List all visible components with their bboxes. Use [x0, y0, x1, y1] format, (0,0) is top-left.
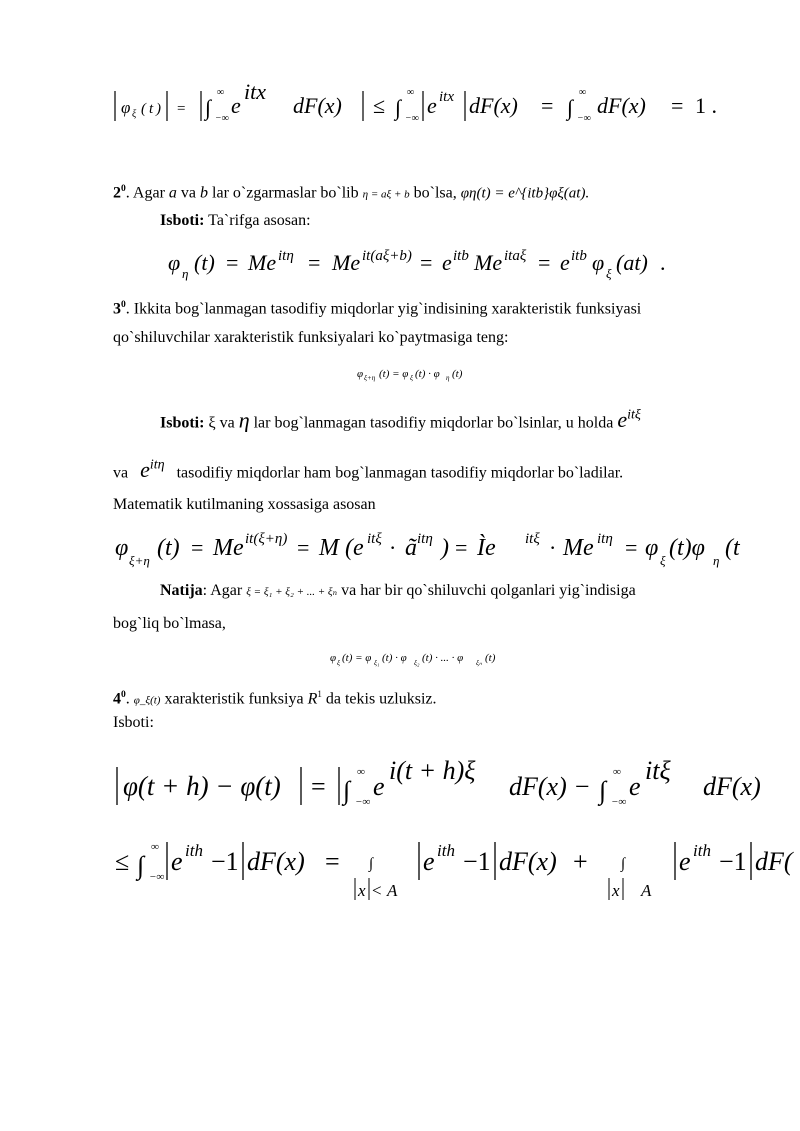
svg-text:itη: itη	[278, 248, 294, 264]
svg-text:φ: φ	[121, 98, 131, 117]
svg-text:(t) · φ: (t) · φ	[382, 652, 407, 664]
svg-text:=: =	[671, 93, 684, 118]
svg-text:dF(x): dF(x)	[703, 772, 761, 801]
svg-text:Me: Me	[474, 250, 503, 275]
formula-5	[328, 646, 538, 670]
svg-text:∞: ∞	[407, 87, 415, 98]
svg-text:ξ+η: ξ+η	[364, 374, 376, 382]
svg-text:=: =	[297, 535, 310, 560]
formula-2	[160, 240, 760, 285]
svg-text:−∞: −∞	[215, 113, 229, 124]
svg-text:∫: ∫	[137, 851, 145, 880]
svg-text:=: =	[226, 250, 239, 275]
svg-text:dF(x): dF(x)	[469, 93, 518, 118]
svg-text:φ: φ	[330, 652, 337, 664]
svg-text:(t) · ... · φ: (t) · ... · φ	[422, 652, 464, 664]
svg-text:(t): (t)	[194, 250, 215, 275]
svg-text:i(t + h)ξ: i(t + h)ξ	[389, 756, 476, 785]
svg-text:(t) = φ: (t) = φ	[379, 368, 409, 380]
svg-text:≤: ≤	[373, 93, 386, 118]
svg-text:ξₙ: ξₙ	[476, 659, 482, 667]
svg-text:=: =	[538, 250, 551, 275]
svg-text:ξ: ξ	[606, 266, 612, 281]
svg-text:itη: itη	[597, 531, 613, 547]
svg-text:(t): (t)	[452, 368, 463, 380]
isboti-4: Isboti:	[113, 714, 154, 731]
svg-text:ξ: ξ	[132, 109, 137, 120]
svg-text:.: .	[660, 250, 666, 275]
svg-text:∫: ∫	[621, 856, 626, 872]
formula-4	[113, 525, 800, 575]
svg-text:e: e	[231, 93, 241, 118]
svg-text:t: t	[149, 101, 154, 117]
isboti-3-line-3: Matematik kutilmaning xossasiga asosan	[113, 496, 376, 513]
svg-text:M: M	[319, 535, 339, 561]
svg-text:φ(t + h) − φ(t): φ(t + h) − φ(t)	[123, 771, 281, 801]
svg-text:(t: (t	[725, 535, 740, 561]
svg-text:ξ+η: ξ+η	[129, 553, 150, 568]
svg-text:ith: ith	[437, 841, 455, 860]
svg-text:−∞: −∞	[577, 113, 591, 124]
svg-text:it(ξ+η): it(ξ+η)	[245, 531, 288, 547]
svg-text:η: η	[446, 374, 450, 382]
svg-text:ξ₂: ξ₂	[414, 659, 420, 667]
svg-text:Me: Me	[248, 250, 277, 275]
svg-text:(t)φ: (t)φ	[669, 535, 705, 561]
svg-text:∫: ∫	[395, 95, 402, 120]
svg-text:∞: ∞	[357, 766, 365, 778]
svg-text:itb: itb	[571, 248, 587, 264]
svg-text:Me: Me	[563, 535, 594, 561]
svg-text:ith: ith	[185, 841, 203, 860]
svg-text:e: e	[423, 847, 435, 876]
svg-text:∫: ∫	[599, 776, 607, 805]
svg-text:=: =	[177, 101, 186, 117]
svg-text:ξ: ξ	[337, 659, 340, 667]
paragraph-3-line-1: $3^0$. Ikkita bog`lanmagan tasodifiy miqdorlar yig`indisining xarakteristik funksiyasi	[113, 299, 642, 318]
svg-text:η: η	[182, 266, 189, 281]
svg-text:=: =	[325, 847, 340, 876]
natija-line-1: Natija: Agar ξ = ξ₁ + ξ₂ + ... + ξₙ va har bir qo`shiluvchi qolganlari yig`indisiga	[160, 582, 636, 599]
svg-text:∫: ∫	[369, 856, 374, 872]
svg-text:x: x	[358, 881, 366, 900]
svg-text:=: =	[625, 535, 638, 560]
svg-text:itb: itb	[453, 248, 469, 264]
formula-6	[113, 755, 800, 815]
svg-text:−∞: −∞	[355, 796, 371, 808]
svg-text:itaξ: itaξ	[504, 248, 527, 264]
paragraph-4: $4^0$. φ_ξ(t) xarakteristik funksiya $R^1$ da tekis uzluksiz.	[113, 689, 437, 708]
svg-text:=: =	[191, 535, 204, 560]
svg-text:−1: −1	[463, 847, 491, 876]
natija-line-2: bog`liq bo`lmasa,	[113, 615, 226, 632]
svg-text:−∞: −∞	[405, 113, 419, 124]
svg-text:itξ: itξ	[367, 531, 382, 547]
svg-text:∞: ∞	[613, 766, 621, 778]
svg-text:e: e	[679, 847, 691, 876]
svg-text:φ: φ	[592, 250, 605, 275]
svg-text:=: =	[308, 250, 321, 275]
svg-text:−∞: −∞	[611, 796, 627, 808]
svg-text:ξ: ξ	[410, 374, 413, 382]
svg-text:∫: ∫	[343, 776, 351, 805]
svg-text:ξ: ξ	[660, 553, 666, 568]
svg-text:∞: ∞	[217, 87, 225, 98]
svg-text:η: η	[713, 553, 720, 568]
svg-text:φ: φ	[115, 535, 129, 561]
svg-text:e: e	[442, 250, 452, 275]
svg-text:itξ: itξ	[645, 756, 671, 785]
svg-text:·: ·	[549, 535, 557, 560]
svg-text:dF(x): dF(x)	[597, 93, 646, 118]
isboti-2: Isboti: Ta`rifga asosan:	[160, 212, 311, 229]
svg-text:A: A	[387, 881, 398, 900]
svg-text:=: =	[420, 250, 433, 275]
svg-text:dF(x) −: dF(x) −	[509, 772, 591, 801]
svg-text:∫: ∫	[205, 95, 212, 120]
svg-text:(t): (t)	[157, 535, 180, 561]
svg-text:(t) = φ: (t) = φ	[342, 652, 372, 664]
svg-text:+: +	[573, 847, 588, 876]
svg-text:ξ₁: ξ₁	[374, 659, 380, 667]
svg-text:Me: Me	[213, 535, 244, 561]
svg-text:≤: ≤	[115, 847, 130, 876]
svg-text:): )	[156, 101, 161, 117]
svg-text:φ: φ	[168, 250, 181, 275]
svg-text:1 .: 1 .	[695, 93, 717, 118]
svg-text:e: e	[373, 772, 385, 801]
svg-text:e: e	[629, 772, 641, 801]
svg-text:=: =	[541, 93, 554, 118]
svg-text:(t): (t)	[485, 652, 496, 664]
svg-text:φ: φ	[357, 368, 364, 380]
svg-text:itx: itx	[439, 89, 454, 105]
svg-text:itη: itη	[417, 531, 433, 547]
svg-text:dF(x): dF(x)	[247, 847, 305, 876]
svg-text:dF(x): dF(x)	[499, 847, 557, 876]
svg-text:dF(x): dF(x)	[293, 93, 342, 118]
svg-text:−∞: −∞	[149, 871, 165, 883]
svg-text:itξ: itξ	[525, 531, 540, 547]
svg-text:A: A	[641, 881, 652, 900]
isboti-3-line-2: va $e^{it\eta}$ tasodifiy miqdorlar ham bog`lanmagan tasodifiy miqdorlar bo`ladilar.	[113, 457, 624, 483]
svg-text:(at): (at)	[616, 250, 648, 275]
svg-text:e: e	[171, 847, 183, 876]
svg-text:φ: φ	[645, 535, 659, 561]
svg-text:e: e	[427, 93, 437, 118]
isboti-3-line-1: Isboti: ξ va η lar bog`lanmagan tasodifiy miqdorlar bo`lsinlar, u holda $e^{it\xi}$	[160, 407, 641, 433]
svg-text:itx: itx	[244, 79, 266, 104]
svg-text:): )	[441, 535, 449, 561]
svg-text:ith: ith	[693, 841, 711, 860]
svg-text:dF(: dF(	[755, 847, 793, 876]
formula-3	[355, 362, 515, 384]
svg-text:(e: (e	[345, 535, 364, 561]
svg-text:=: =	[455, 535, 468, 560]
svg-text:Me: Me	[332, 250, 361, 275]
svg-text:it(aξ+b): it(aξ+b)	[362, 248, 412, 264]
svg-text:∞: ∞	[579, 87, 587, 98]
svg-text:·: ·	[389, 535, 397, 560]
formula-7	[113, 830, 800, 910]
svg-text:x: x	[612, 881, 620, 900]
svg-text:Ìe: Ìe	[477, 535, 496, 561]
formula-top	[105, 75, 785, 135]
svg-text:(t) · φ: (t) · φ	[415, 368, 440, 380]
svg-text:e: e	[560, 250, 570, 275]
svg-text:−1: −1	[211, 847, 239, 876]
svg-text:∞: ∞	[151, 841, 159, 853]
svg-text:−1: −1	[719, 847, 747, 876]
paragraph-2: $2^0$. Agar a va b lar o`zgarmaslar bo`lib η = aξ + b bo`lsa, φη(t) = e^{itb}φξ(at).	[113, 183, 590, 202]
paragraph-3-line-2: qo`shiluvchilar xarakteristik funksiyalari ko`paytmasiga teng:	[113, 329, 509, 346]
svg-text:(: (	[141, 101, 146, 117]
svg-text:ã: ã	[405, 535, 417, 561]
svg-text:∫: ∫	[567, 95, 574, 120]
svg-text:=: =	[311, 772, 326, 801]
svg-text:<: <	[372, 881, 382, 900]
